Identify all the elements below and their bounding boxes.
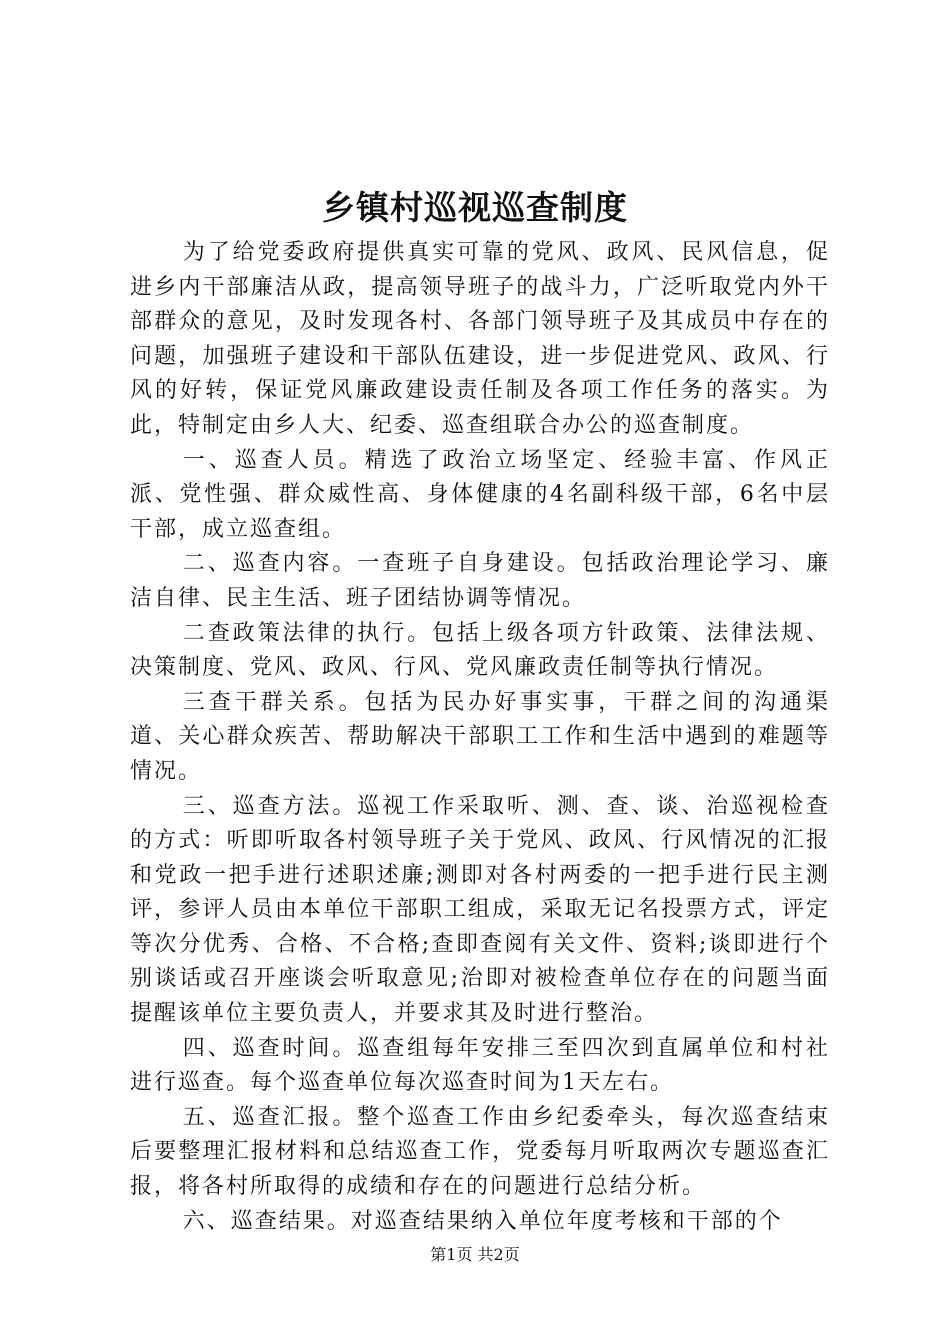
paragraph-personnel: 一、巡查人员。精选了政治立场坚定、经验丰富、作风正派、党性强、群众威性高、身体健康的4名副科级干部，6名中层干部，成立巡查组。 [130,447,830,542]
paragraph-content: 二、巡查内容。一查班子自身建设。包括政治理论学习、廉洁自律、民主生活、班子团结协调等情况。 [130,551,830,611]
document-body [130,236,830,1239]
paragraph-method: 三、巡查方法。巡视工作采取听、测、查、谈、治巡视检查的方式：听即听取各村领导班子关于党风、政风、行风情况的汇报和党政一把手进行述职述廉;测即对各村两委的一把手进行民主测评，参评人员由本单位干部职工组成，采取无记名投票方式，评定等次分优秀、合格、不合格;查即查阅有关文件、资料;谈即进行个别谈话或召开座谈会听取意见;治即对被检查单位存在的问题当面提醒该单位主要负责人，并要求其及时进行整治。 [130,793,830,1027]
page-number: 第1页 共2页 [430,1245,520,1264]
document-title: 乡镇村巡视巡查制度 [322,188,628,227]
paragraph-report: 五、巡查汇报。整个巡查工作由乡纪委牵头，每次巡查结束后要整理汇报材料和总结巡查工作，党委每月听取两次专题巡查汇报，将各村所取得的成绩和存在的问题进行总结分析。 [130,1104,830,1200]
paragraph-intro: 为了给党委政府提供真实可靠的党风、政风、民风信息，促进乡内干部廉洁从政，提高领导班子的战斗力，广泛听取党内外干部群众的意见，及时发现各村、各部门领导班子及其成员中存在的问题，加强班子建设和干部队伍建设，进一步促进党风、政风、行风的好转，保证党风廉政建设责任制及各项工作任务的落实。为此，特制定由乡人大、纪委、巡查组联合办公的巡查制度。 [130,240,830,438]
paragraph-time: 四、巡查时间。巡查组每年安排三至四次到直属单位和村社进行巡查。每个巡查单位每次巡查时间为1天左右。 [130,1035,830,1096]
paragraph-relations-check: 三查干群关系。包括为民办好事实事，干群之间的沟通渠道、关心群众疾苦、帮助解决干部职工工作和生活中遇到的难题等情况。 [130,689,830,784]
paragraph-result: 六、巡查结果。对巡查结果纳入单位年度考核和干部的个 [182,1208,783,1234]
paragraph-policy-check: 二查政策法律的执行。包括上级各项方针政策、法律法规、决策制度、党风、政风、行风、党风廉政责任制等执行情况。 [130,620,830,681]
